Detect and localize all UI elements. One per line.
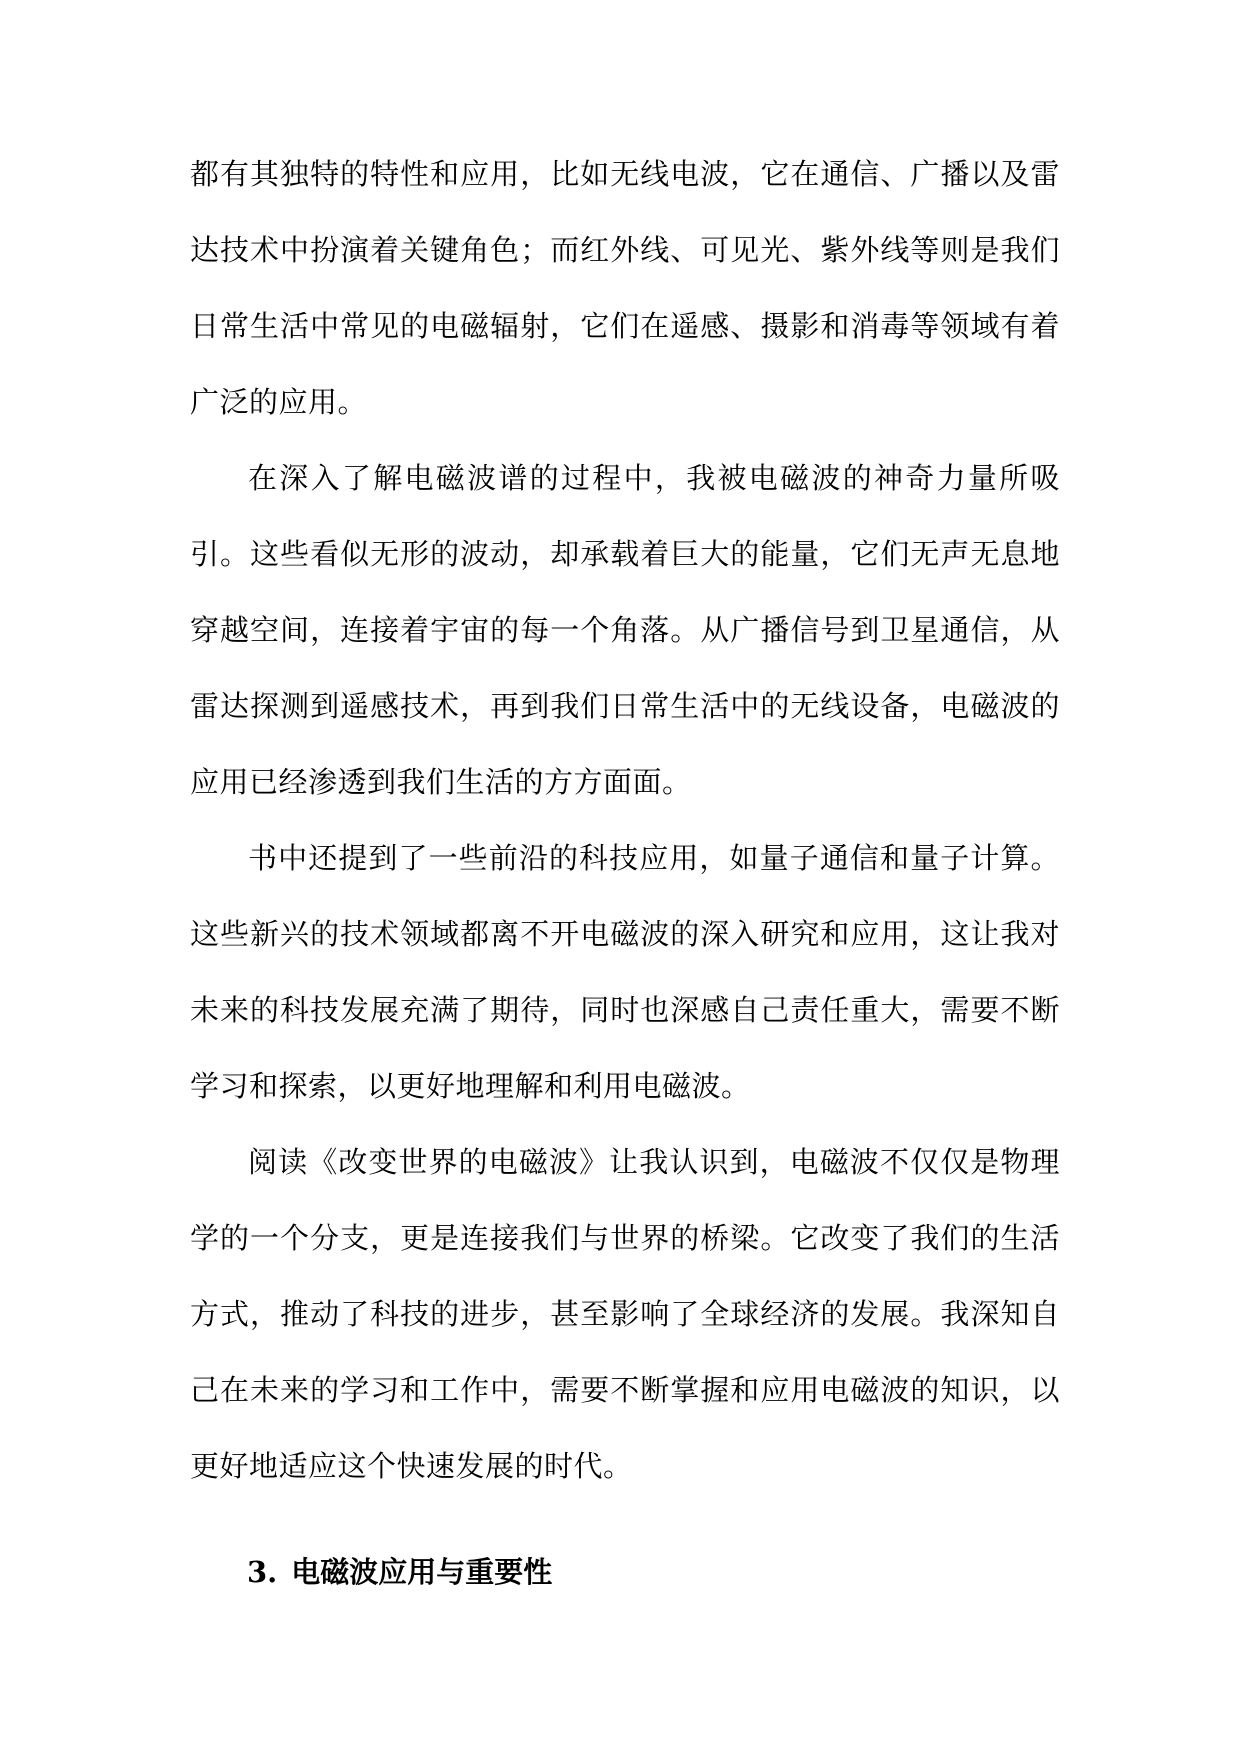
paragraph-1: 都有其独特的特性和应用，比如无线电波，它在通信、广播以及雷达技术中扮演着关键角色；而红外线、可见光、紫外线等则是我们日常生活中常见的电磁辐射，它们在遥感、摄影和消毒等领域有着广泛的应用。	[190, 157, 1060, 419]
paragraph-4: 阅读《改变世界的电磁波》让我认识到，电磁波不仅仅是物理学的一个分支，更是连接我们与世界的桥梁。它改变了我们的生活方式，推动了科技的进步，甚至影响了全球经济的发展。我深知自己在未来的学习和工作中，需要不断掌握和应用电磁波的知识，以更好地适应这个快速发展的时代。	[190, 1145, 1060, 1483]
paragraph-3: 书中还提到了一些前沿的科技应用，如量子通信和量子计算。这些新兴的技术领域都离不开电磁波的深入研究和应用，这让我对未来的科技发展充满了期待，同时也深感自己责任重大，需要不断学习和探索，以更好地理解和利用电磁波。	[190, 841, 1060, 1103]
section-number: 3.	[247, 1555, 278, 1589]
paragraph-2: 在深入了解电磁波谱的过程中，我被电磁波的神奇力量所吸引。这些看似无形的波动，却承载着巨大的能量，它们无声无息地穿越空间，连接着宇宙的每一个角落。从广播信号到卫星通信，从雷达探测到遥感技术，再到我们日常生活中的无线设备，电磁波的应用已经渗透到我们生活的方方面面。	[190, 461, 1060, 799]
body-text	[190, 136, 1060, 1504]
section-heading	[247, 1552, 552, 1592]
section-title: 电磁波应用与重要性	[291, 1555, 553, 1589]
